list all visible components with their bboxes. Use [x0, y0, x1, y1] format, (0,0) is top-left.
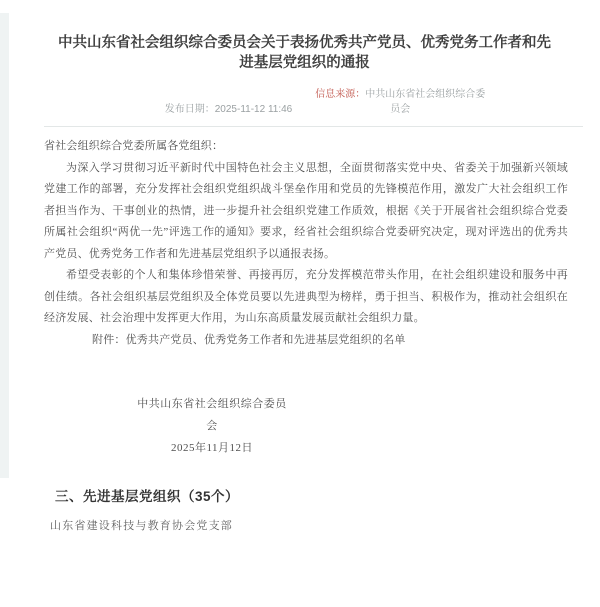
page-title: 中共山东省社会组织综合委员会关于表扬优秀共产党员、优秀党务工作者和先进基层党组织的通报 [58, 35, 551, 71]
attachment-line: 附件：优秀共产党员、优秀党务工作者和先进基层党组织的名单 [92, 333, 406, 346]
page-background-strip [0, 13, 9, 478]
attachment-list-section [0, 478, 600, 534]
signature-org: 中共山东省社会组织综合委员会 [137, 398, 287, 432]
list-section-heading: 三、先进基层党组织（35个） [55, 489, 240, 504]
source-value: 中共山东省社会组织综合委员会 [365, 89, 486, 115]
publish-date-value: 2025-11-12 11:46 [214, 104, 293, 115]
publish-date [165, 102, 292, 117]
signature-block [132, 393, 292, 459]
salutation: 省社会组织综合党委所属各党组织： [44, 140, 224, 152]
meta-divider [44, 126, 583, 127]
body-paragraph: 希望受表彰的个人和集体珍惜荣誉、再接再厉，充分发挥模范带头作用，在社会组织建设和服务中再创佳绩。各社会组织基层党组织及全体党员要以先进典型为榜样，勇于担当、积极作为，推动社会组织在经济发展、社会治理中发挥更大作用，为山东高质量发展贡献社会组织力量。 [44, 269, 568, 324]
info-source [312, 87, 488, 117]
publish-date-label: 发布日期： [164, 104, 215, 115]
signature-date: 2025年11月12日 [170, 442, 254, 454]
notice-card [9, 13, 600, 478]
list-item: 山东省建设科技与教育协会党支部 [50, 520, 233, 532]
notice-body [44, 136, 568, 459]
body-paragraph: 为深入学习贯彻习近平新时代中国特色社会主义思想，全面贯彻落实党中央、省委关于加强新兴领域党建工作的部署，充分发挥社会组织党组织战斗堡垒作用和党员的先锋模范作用，激发广大社会组织工作者担当作为、干事创业的热情，进一步提升社会组织党建工作质效，根据《关于开展省社会组织综合党委所属社会组织“两优一先”评选工作的通知》要求，经省社会组织综合党委研究决定，现对评选出的优秀共产党员、优秀党务工作者和先进基层党组织予以通报表扬。 [44, 161, 568, 260]
meta-row [31, 87, 600, 117]
source-label: 信息来源： [315, 89, 366, 100]
